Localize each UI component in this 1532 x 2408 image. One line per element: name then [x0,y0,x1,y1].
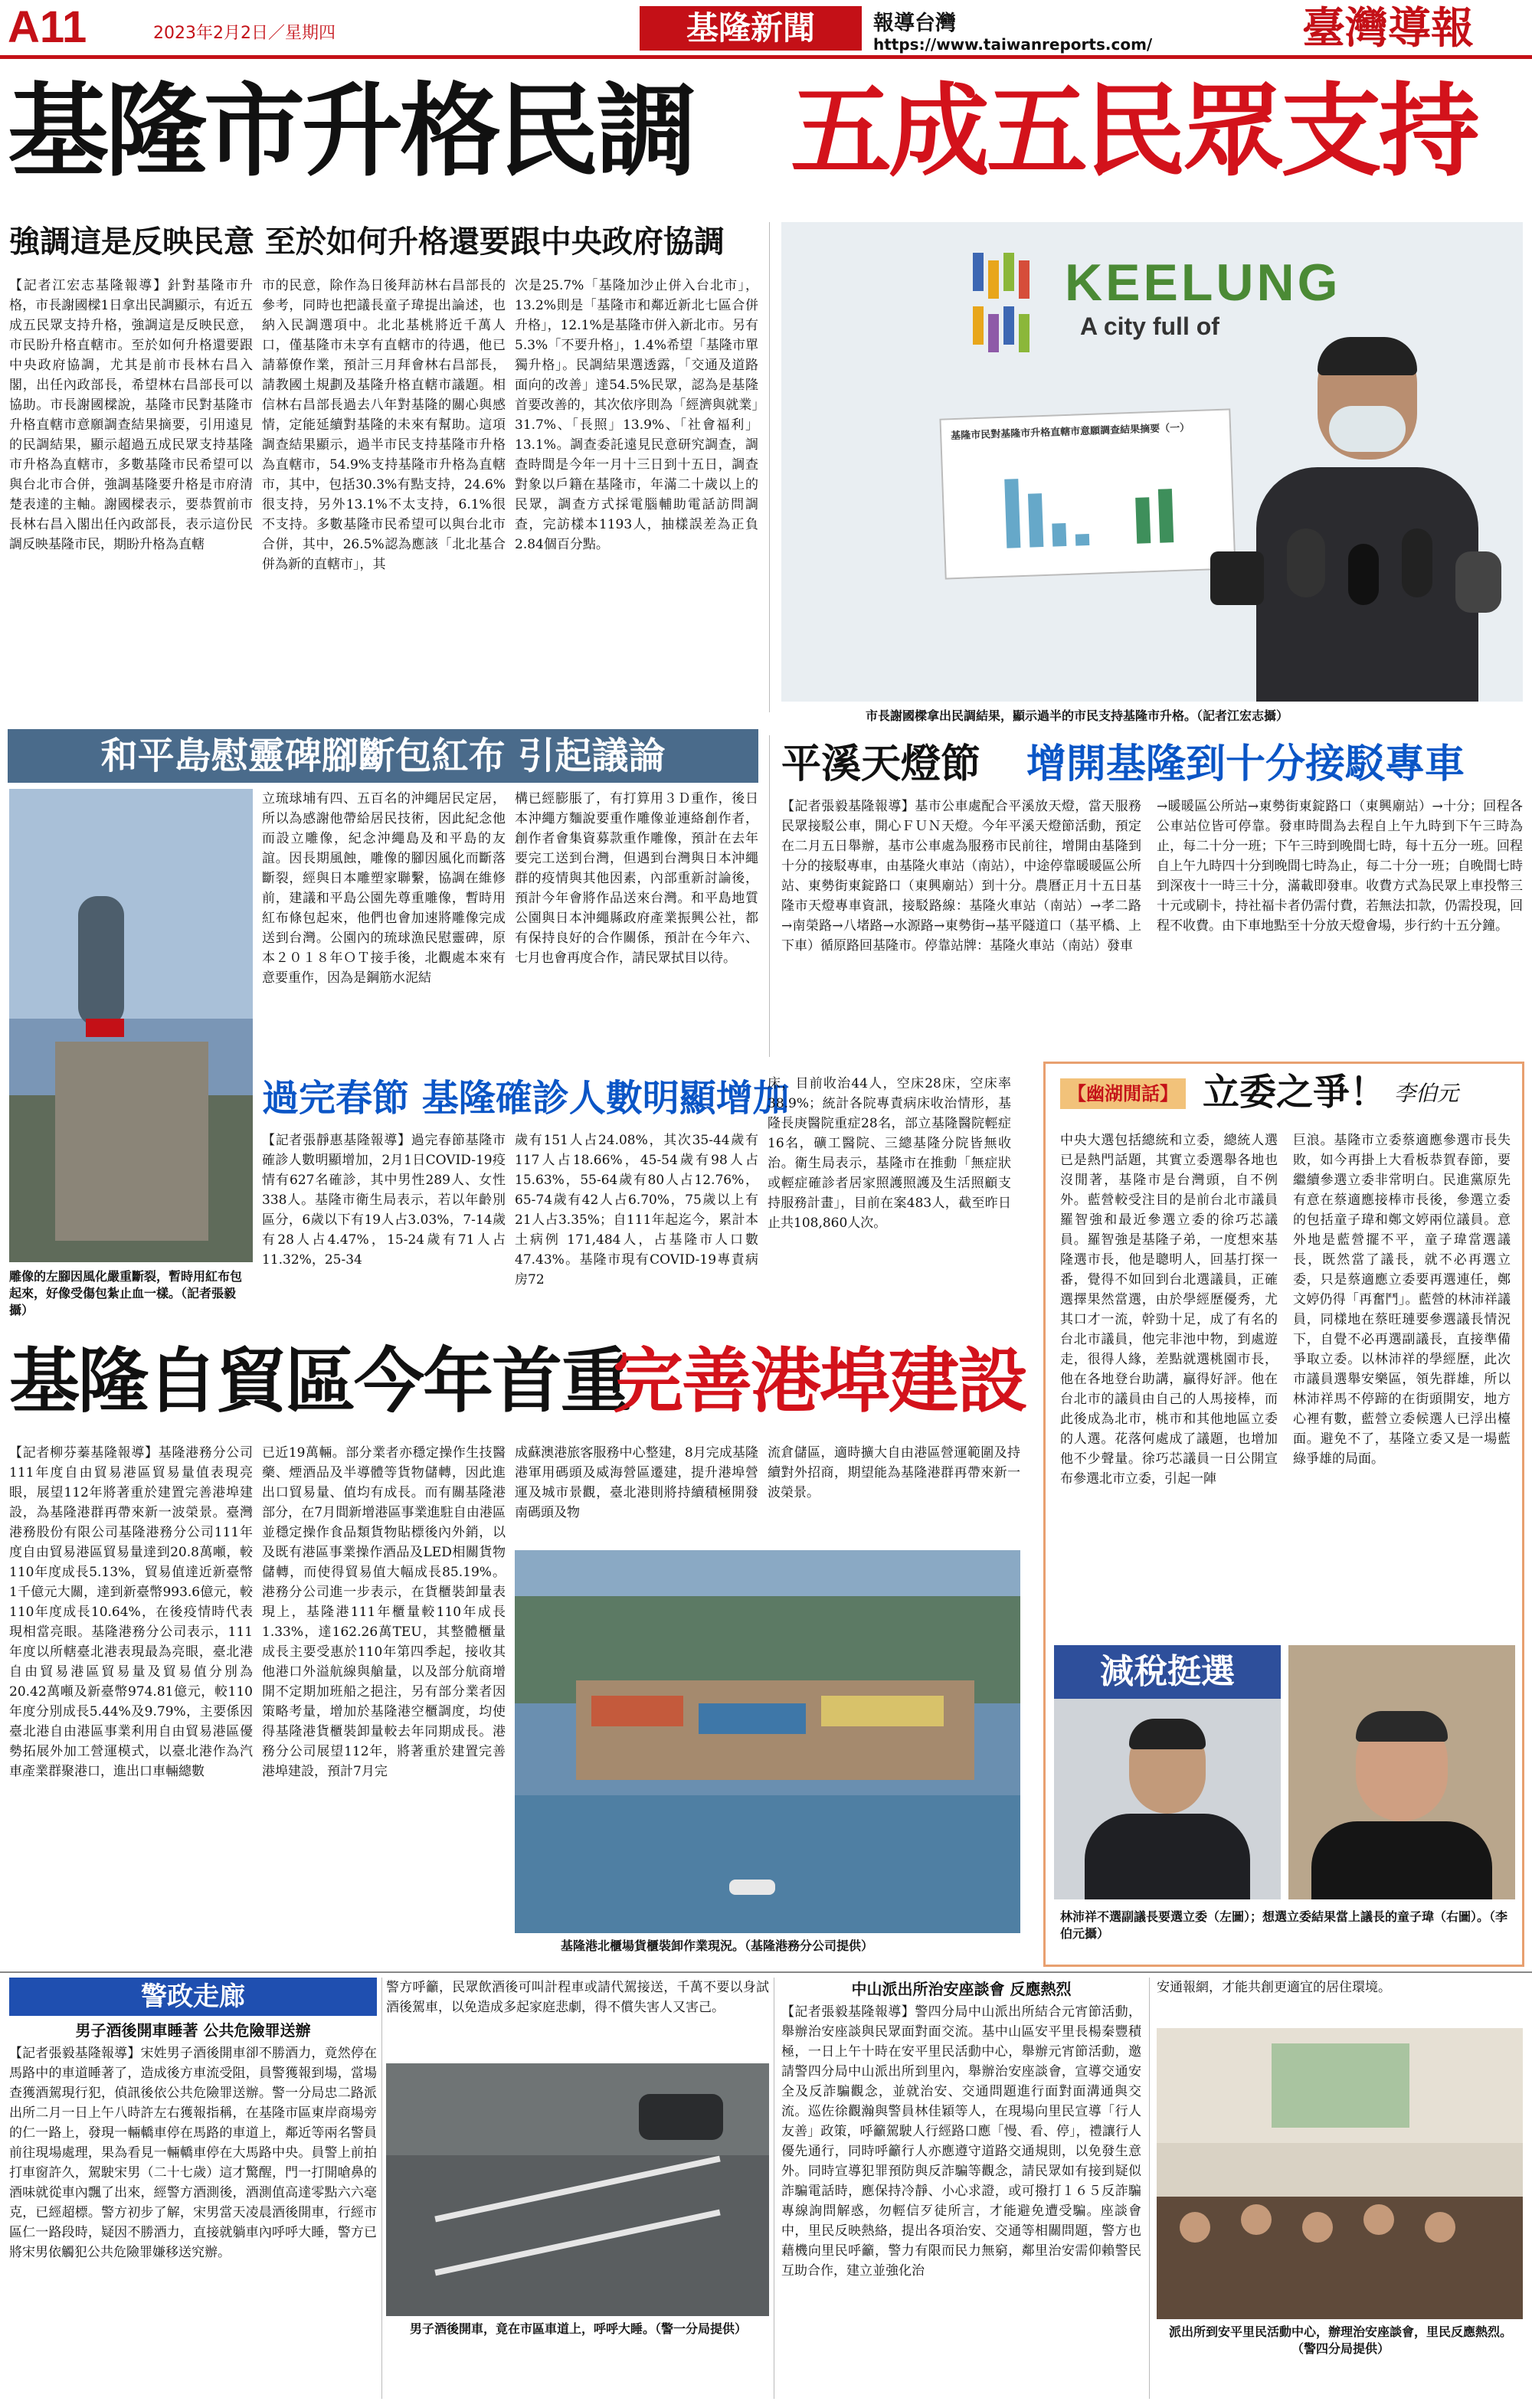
headline-ftz-black: 基隆自貿區今年首重 [9,1340,630,1422]
divider [769,735,770,1057]
story7-col2: 警方呼籲，民眾飲酒後可叫計程車或請代駕接送，千萬不要以身試酒後駕車，以免造成多起家庭悲劇，得不償失害人又害己。 [386,1980,769,2015]
keelung-logo-text: KEELUNG [1065,254,1341,312]
forum-caption: 派出所到安平里民活動中心，辦理治安座談會，里民反應熱烈。（警四分局提供） [1168,2325,1512,2356]
headline-upgrade-poll-right: 五成五民眾支持 [791,73,1477,191]
headline-peace-island: 和平島慰靈碑腳斷包紅布 引起議論 [100,735,666,777]
publisher-url[interactable]: https://www.taiwanreports.com/ [873,35,1153,54]
column-byline: 李伯元 [1394,1081,1459,1106]
headline-covid: 過完春節 基隆確診人數明顯增加 [262,1077,790,1120]
mayor-poll-photo [781,222,1523,702]
poll-board-title: 基隆市民對基隆市升格直轄市意願調查結果摘要（一） [951,422,1190,443]
red-cloth [86,1019,124,1037]
story3-col1: 【記者張毅基隆報導】基市公車處配合平溪放天燈，當天服務民眾接駁公車，開心ＦＵＮ天燈。今年平溪天燈節活動，預定在二月五日舉辦，基市公車處為服務市民前往，增開由基隆到十分的接駁專車，由基隆火車站（南站），中途停靠暖暖區公所站、東勢街東錠路口（東興廟站）到十分。農曆正月十五日基隆市天燈專車資訊，接駁路線：基隆火車站（南站）→孝二路→南榮路→八堵路→水源路→東勢街→基平隧道口（基平橋、上下車）循原路回基隆市。停靠站牌：基隆火車站（南站）發車 [781,799,1141,954]
police-subhead: 男子酒後開車睡著 公共危險罪送辦 [75,2021,311,2040]
mayor-poll-caption: 市長謝國樑拿出民調結果，顯示過半的市民支持基隆市升格。（記者江宏志攝） [866,708,1289,723]
story6-col3: 成蘇澳港旅客服務中心整建，8月完成基隆港軍用碼頭及威海營區遷建，提升港埠營運及城市景觀，臺北港則將持續積極開發南碼頭及物 [515,1445,758,1520]
monument-base [55,1042,208,1241]
tugboat [729,1880,775,1895]
story4-col2: 歲有151人占24.08%，其次35-44歲有117人占18.66%，45-54歲有98人占15.63%，55-64歲有80人占12.76%，65-74歲有42人占6.70%，75歲以上有21人占3.35%；自111年起迄今，累計本土病例 171,484人，占基隆市人口數47.43%。基隆市現有COVID-19專責病房72 [515,1133,758,1287]
photo-banner: 減稅挺選 [1054,1645,1281,1699]
keelung-logo-icon [965,245,1057,360]
audience [1157,2197,1523,2319]
story2-col3: 構已經膨脹了，有打算用３Ｄ重作，後日本沖繩方麵說要重作雕像並連絡創作者，創作者會集資募款重作雕像，預計在去年要完工送到台灣，但遇到台灣與日本沖繩群的疫情與其他因素，內部重新討論後，預計今年會將作品送來台灣。和平島地質公園與日本沖繩縣政府產業振興公社，都有保持良好的合作關係，預計在今年六、七月也會再度合作，請民眾拭目以待。 [515,791,758,966]
police-section-title: 警政走廊 [141,1981,245,2012]
issue-date: 2023年2月2日／星期四 [153,24,336,43]
column-tag: 【幽湖閒話】 [1060,1078,1186,1109]
story6-col1: 【記者柳芬蓁基隆報導】基隆港務分公司111年度自由貿易港區貿易量值表現亮眼，展望112年將著重於建置完善港埠建設，為基隆港群再帶來新一波榮景。臺灣港務股份有限公司基隆港務分公司111年度自由貿易港區貿易量達到20.8萬噸，較110年度成長5.13%，貿易值達近新臺幣1千億元大關，達到新臺幣993.6億元，較110年度成長10.64%，在後疫情時代表現相當亮眼。基隆港務分公司表示，111年度以所轄臺北港表現最為亮眼，臺北港自由貿易港區貿易量及貿易值分別為20.42萬噸及新臺幣974.81億元，較110年度分別成長5.44%及9.79%，主要係因臺北港自由港區事業利用自由貿易港區優勢拓展外加工營運模式，以臺北港作為汽車產業群聚港口，進出口車輛總數 [9,1445,253,1779]
story4-col3: 床，目前收治44人，空床28床，空床率38.9%；統計各院專責病床收治情形，基隆長庚醫院重症28名，部立基隆醫院輕症16名，礦工醫院、三總基隆分院皆無收治。衛生局表示，基隆市在推動「無症狀或輕症確診者居家照護照護及生活照顧支持服務計畫」，目前在案483人，截至昨日止共108,860人次。 [768,1076,1011,1231]
port-caption: 基隆港北櫃場貨櫃裝卸作業現況。（基隆港務分公司提供） [561,1939,874,1953]
microphone-cluster [1210,528,1523,702]
story2-col2: 立琉球埔有四、五百名的沖繩居民定居，所以為感謝他帶給居民技術，因此紀念他而設立雕像，紀念沖繩島及和平島的友誼。因長期風蝕，雕像的腳因風化而斷落斷裂，經與日本雕塑家聯繫，協調在維修前，建議和平島公園先尊重雕像，暫時用紅布條包起來，他們也會加速將雕像完成送到台灣。公園內的琉球漁民慰靈碑，原本２０１８年ＯＴ接手後，北觀處本來有意要重作，因為是鋼筋水泥結 [262,791,506,986]
forum-photo [1157,2028,1523,2319]
legislator-photo-left [1054,1645,1281,1899]
story7-col3: 【記者張毅基隆報導】警四分局中山派出所結合元宵節活動，舉辦治安座談與民眾面對面交流。基中山區安平里長楊秦豐積極，一日上午十時在安平里民活動中心，舉辦元宵節活動，邀請警四分局中山派出所到里內，舉辦治安座談會，宣導交通安全及反詐騙觀念，並就治安、交通問題進行面對面溝通與交流。巡佐徐觀瀚與警員林佳穎等人，在現場向里民宣導「行人友善」政策，呼籲駕駛人行經路口應「慢、看、停」，禮讓行人優先通行，同時呼籲行人亦應遵守道路交通規則，以免發生意外。同時宣導犯罪預防與反詐騙等觀念，請民眾如有接到疑似詐騙電話時，應保持冷靜、小心求證，或可撥打１６５反詐騙專線詢問解惑，勿輕信歹徒所言，才能避免遭受騙。座談會中，里民反映熱絡，提出各項治安、交通等相關問題，警方也藉機向里民呼籲，警力有限而民力無窮，鄰里治安需仰賴警民互助合作，建立並強化治 [781,2004,1141,2279]
story7-col1: 【記者張毅基隆報導】宋姓男子酒後開車卻不勝酒力，竟然停在馬路中的車道睡著了，造成後方車流受阻，員警獲報到場，當場查獲酒駕現行犯，偵訊後依公共危險罪送辦。警一分局忠二路派出所二月一日上午八時許左右獲報指稱，在基隆市區東岸商場旁的仁一路上，發現一輛轎車停在馬路的車道上，鄰近等兩名警員前往現場處理，果為看見一輛轎車停在大馬路中央。員警上前拍打車窗許久，駕駛宋男（二十七歲）這才驚醒，門一打開嗆鼻的酒味就從車內飄了出來，經警方酒測後，酒測值高達零點六六毫克，已經超標。警方初步了解，宋男當天凌晨酒後開車，行經市區仁一路段時，疑因不勝酒力，直接就躺車內呼呼大睡，警方已將宋男依觸犯公共危險罪嫌移送究辦。 [9,2046,377,2260]
headline-upgrade-poll-left: 基隆市升格民調 [8,73,694,191]
header-rule [0,55,1532,59]
port-photo [515,1550,1020,1933]
poll-board [939,408,1236,579]
divider [769,222,770,712]
headline-lantern-blue: 增開基隆到十分接駁專車 [1026,741,1465,787]
story5-col1: 中央大選包括總統和立委，總統人選已是熱門話題，其實立委選舉各地也沒閒著，基隆市是台灣頭，自不例外。藍營較受注目的是前台北市議員羅智強和最近參選立委的徐巧芯議員。羅智強是基隆子弟，一度想來基隆選市長，他是聰明人，回基打探一番，覺得不如回到台北選議員，正確選擇果然當選，由於學經歷優秀，尤其口才一流，幹勁十足，成了有名的台北市議員，他完非池中物，到處遊走，很得人緣，差點就選桃園市長，他在各地登台助講，贏得好評。他在台北市的議員由自己的人馬接棒，而此後成為北市，桃市和其他地區立委的人選。花落何處成了議題，也增加他不少聲量。徐巧芯議員一日公開宣布參選北市立委，引起一陣 [1060,1133,1278,1487]
statue-photo [9,789,253,1262]
headline-lantern-black: 平溪天燈節 [781,741,981,787]
header-bar [0,0,1532,60]
drunk-driver-caption: 男子酒後開車，竟在市區車道上，呼呼大睡。（警一分局提供） [409,2321,747,2336]
car-shape [639,2094,723,2140]
story7-col4: 安通報網，才能共創更適宜的居住環境。 [1157,1980,1391,1995]
statue-caption: 雕像的左腳因風化嚴重斷裂，暫時用紅布包起來，好像受傷包紮止血一樣。（記者張毅攝） [9,1269,243,1317]
section-title: 基隆新聞 [686,9,815,47]
column-headline: 立委之爭！ [1203,1071,1387,1114]
divider [1149,1978,1150,2399]
drunk-driver-photo [386,2063,769,2316]
story4-col1: 【記者張靜惠基隆報導】過完春節基隆市確診人數明顯增加，2月1日COVID-19疫情有627名確診，其中男性289人、女性338人。基隆市衛生局表示，若以年齡別區分，6歲以下有19人占3.03%，7-14歲有28人占4.47%，15-24歲有71人占11.32%，25-34 [262,1133,506,1268]
story6-col4: 流倉儲區，適時擴大自由港區營運範圍及持續對外招商，期望能為基隆港群再帶來新一波榮景。 [768,1445,1020,1500]
subhead-upgrade-poll: 強調這是反映民意 至於如何升格還要跟中央政府協調 [9,224,725,260]
story6-col2: 已近19萬輛。部分業者亦穩定操作生技醫藥、煙酒品及半導體等貨物儲轉，因此進出口貿易量、值均有成長。而有關基隆港部分，在7月間新增港區事業進駐自由港區並穩定操作食品類貨物貼標後內外銷，以及既有港區事業操作酒品及LED相關貨物儲轉，而使得貿易值大幅成長85.19%。港務分公司進一步表示，在貨櫃裝卸量表現上，基隆港111年櫃量較110年成長1.33%，達162.26萬TEU，其整體櫃量成長主要受惠於110年第四季起，接收其他港口外溢航線與艙量，以及部分航商增開不定期加班船之挹注，另有部分業者因策略考量，增加於基隆港空櫃調度，均使得基隆港貨櫃裝卸量較去年同期成長。港務分公司展望112年，將著重於建置完善港埠建設，預計7月完 [262,1445,506,1779]
statue-figure [78,896,124,1026]
story1-col2: 市的民意，除作為日後拜訪林右昌部長的參考，同時也把議長童子瑋提出論述，也納入民調選項中。北北基桃將近千萬人口，僅基隆市未享有直轄市的待遇，他已請幕僚作業，預計三月拜會林右昌部長，請教國土規劃及基隆升格直轄市議題。相信林右昌部長過去八年對基隆的關心與感情，定能延續對基隆的未來有幫助。這項調查結果顯示，過半市民支持基隆市升格為直轄市，54.9%支持基隆市升格為直轄市，其中，包括30.3%有點支持，24.6%很支持，另外13.1%不太支持，6.1%很不支持。多數基隆市民希望可以與台北市合併，其中，26.5%認為應該「北北基合併為新的直轄市」，其 [262,278,506,572]
story3-col2: →暖暖區公所站→東勢街東錠路口（東興廟站）→十分；回程各公車站位皆可停靠。發車時間為去程自上午九時到下午三時為止，每二十分一班；下午三時到晚間七時，每十五分一班。回程自上午九時四十分到晚間七時為止，每二十分一班；自晚間七時到深夜十一時三十分，滿載即發車。收費方式為民眾上車投幣三十元或刷卡，持社福卡者仍需付費，若無法扣款，仍需投現，回程不收費。由下車地點至十分放天燈會場，步行約十五分鐘。 [1157,799,1523,934]
masthead-logo: 臺灣導報 [1302,3,1474,54]
divider [381,1978,382,2399]
page-number: A11 [8,2,87,52]
legislator-caption: 林沛祥不選副議長要選立委（左圖）；想選立委結果當上議長的童子瑋（右圖）。（李伯元攝） [1060,1909,1508,1941]
legislator-photo-right [1288,1645,1515,1899]
story2-col1 [9,789,253,792]
forum-subhead: 中山派出所治安座談會 反應熱烈 [851,1980,1072,1998]
bottom-rule [0,1971,1532,1973]
keelung-tagline: A city full of [1080,312,1219,340]
story5-col2: 巨浪。基隆市立委蔡適應參選市長失敗，如今再掛上大看板恭賀春節，要繼續參選立委非常明白。民進黨原先有意在蔡適應接棒市長後，參選立委的包括童子瑋和鄭文婷兩位議員。意外地是藍營擺不平，童子瑋當選議長，既然當了議長，就不必再選立委，只是蔡適應立委要再選連任，鄭文婷仍得「再奮鬥」。藍營的林沛祥議員，同樣地在蔡旺璉要參選議長情況下，自覺不必再選副議長，直接準備爭取立委。以林沛祥的學經歷，此次市議員選舉安樂區，領先群雄，所以林沛祥馬不停蹄的在街頭開安，地方心裡有數，藍營立委候選人已浮出檯面。避免不了，基隆立委又是一場藍綠爭雄的局面。 [1293,1133,1511,1467]
story1-col3: 次是25.7%「基隆加沙止併入台北市」，13.2%則是「基隆市和鄰近新北七區合併升格」，12.1%是基隆市併入新北市。另有5.3%「不要升格」，1.4%希望「基隆市單獨升格」。民調結果選透露，「交通及道路面向的改善」達54.5%民眾，認為是基隆首要改善的，其次依序則為「經濟與就業」31.7%、「長照」13.9%、「社會福利」13.1%。調查委託遠見民意研究調查，調查時間是今年一月十三日到十五日，調查對象以戶籍在基隆市，年滿二十歲以上的民眾，調查方式採電腦輔助電話訪問調查，完訪樣本1193人，抽樣誤差為正負2.84個百分點。 [515,278,758,552]
headline-ftz-red: 完善港埠建設 [613,1340,1027,1422]
story1-col1: 【記者江宏志基隆報導】針對基隆市升格，市長謝國樑1日拿出民調顯示，有近五成五民眾支持升格，強調這是反映民意，市民盼升格直轄市。至於如何升格還要跟中央政府協調，尤其是前市長林右昌入閣，出任內政部長，希望林右昌部長可以協助。市長謝國樑說，基隆市民對基隆市升格直轄市意願調查結果摘要，引用遠見的民調結果，顯示超過五成民眾支持基隆市升格為直轄市，多數基隆市民希望可以與台北市合併，強調基隆要升格是市府清楚表達的主軸。謝國樑表示，要恭賀前市長林右昌入閣出任內政部長，表示這份民調反映基隆市民，期盼升格為直轄 [9,278,253,552]
publisher-name: 報導台灣 [873,11,956,35]
